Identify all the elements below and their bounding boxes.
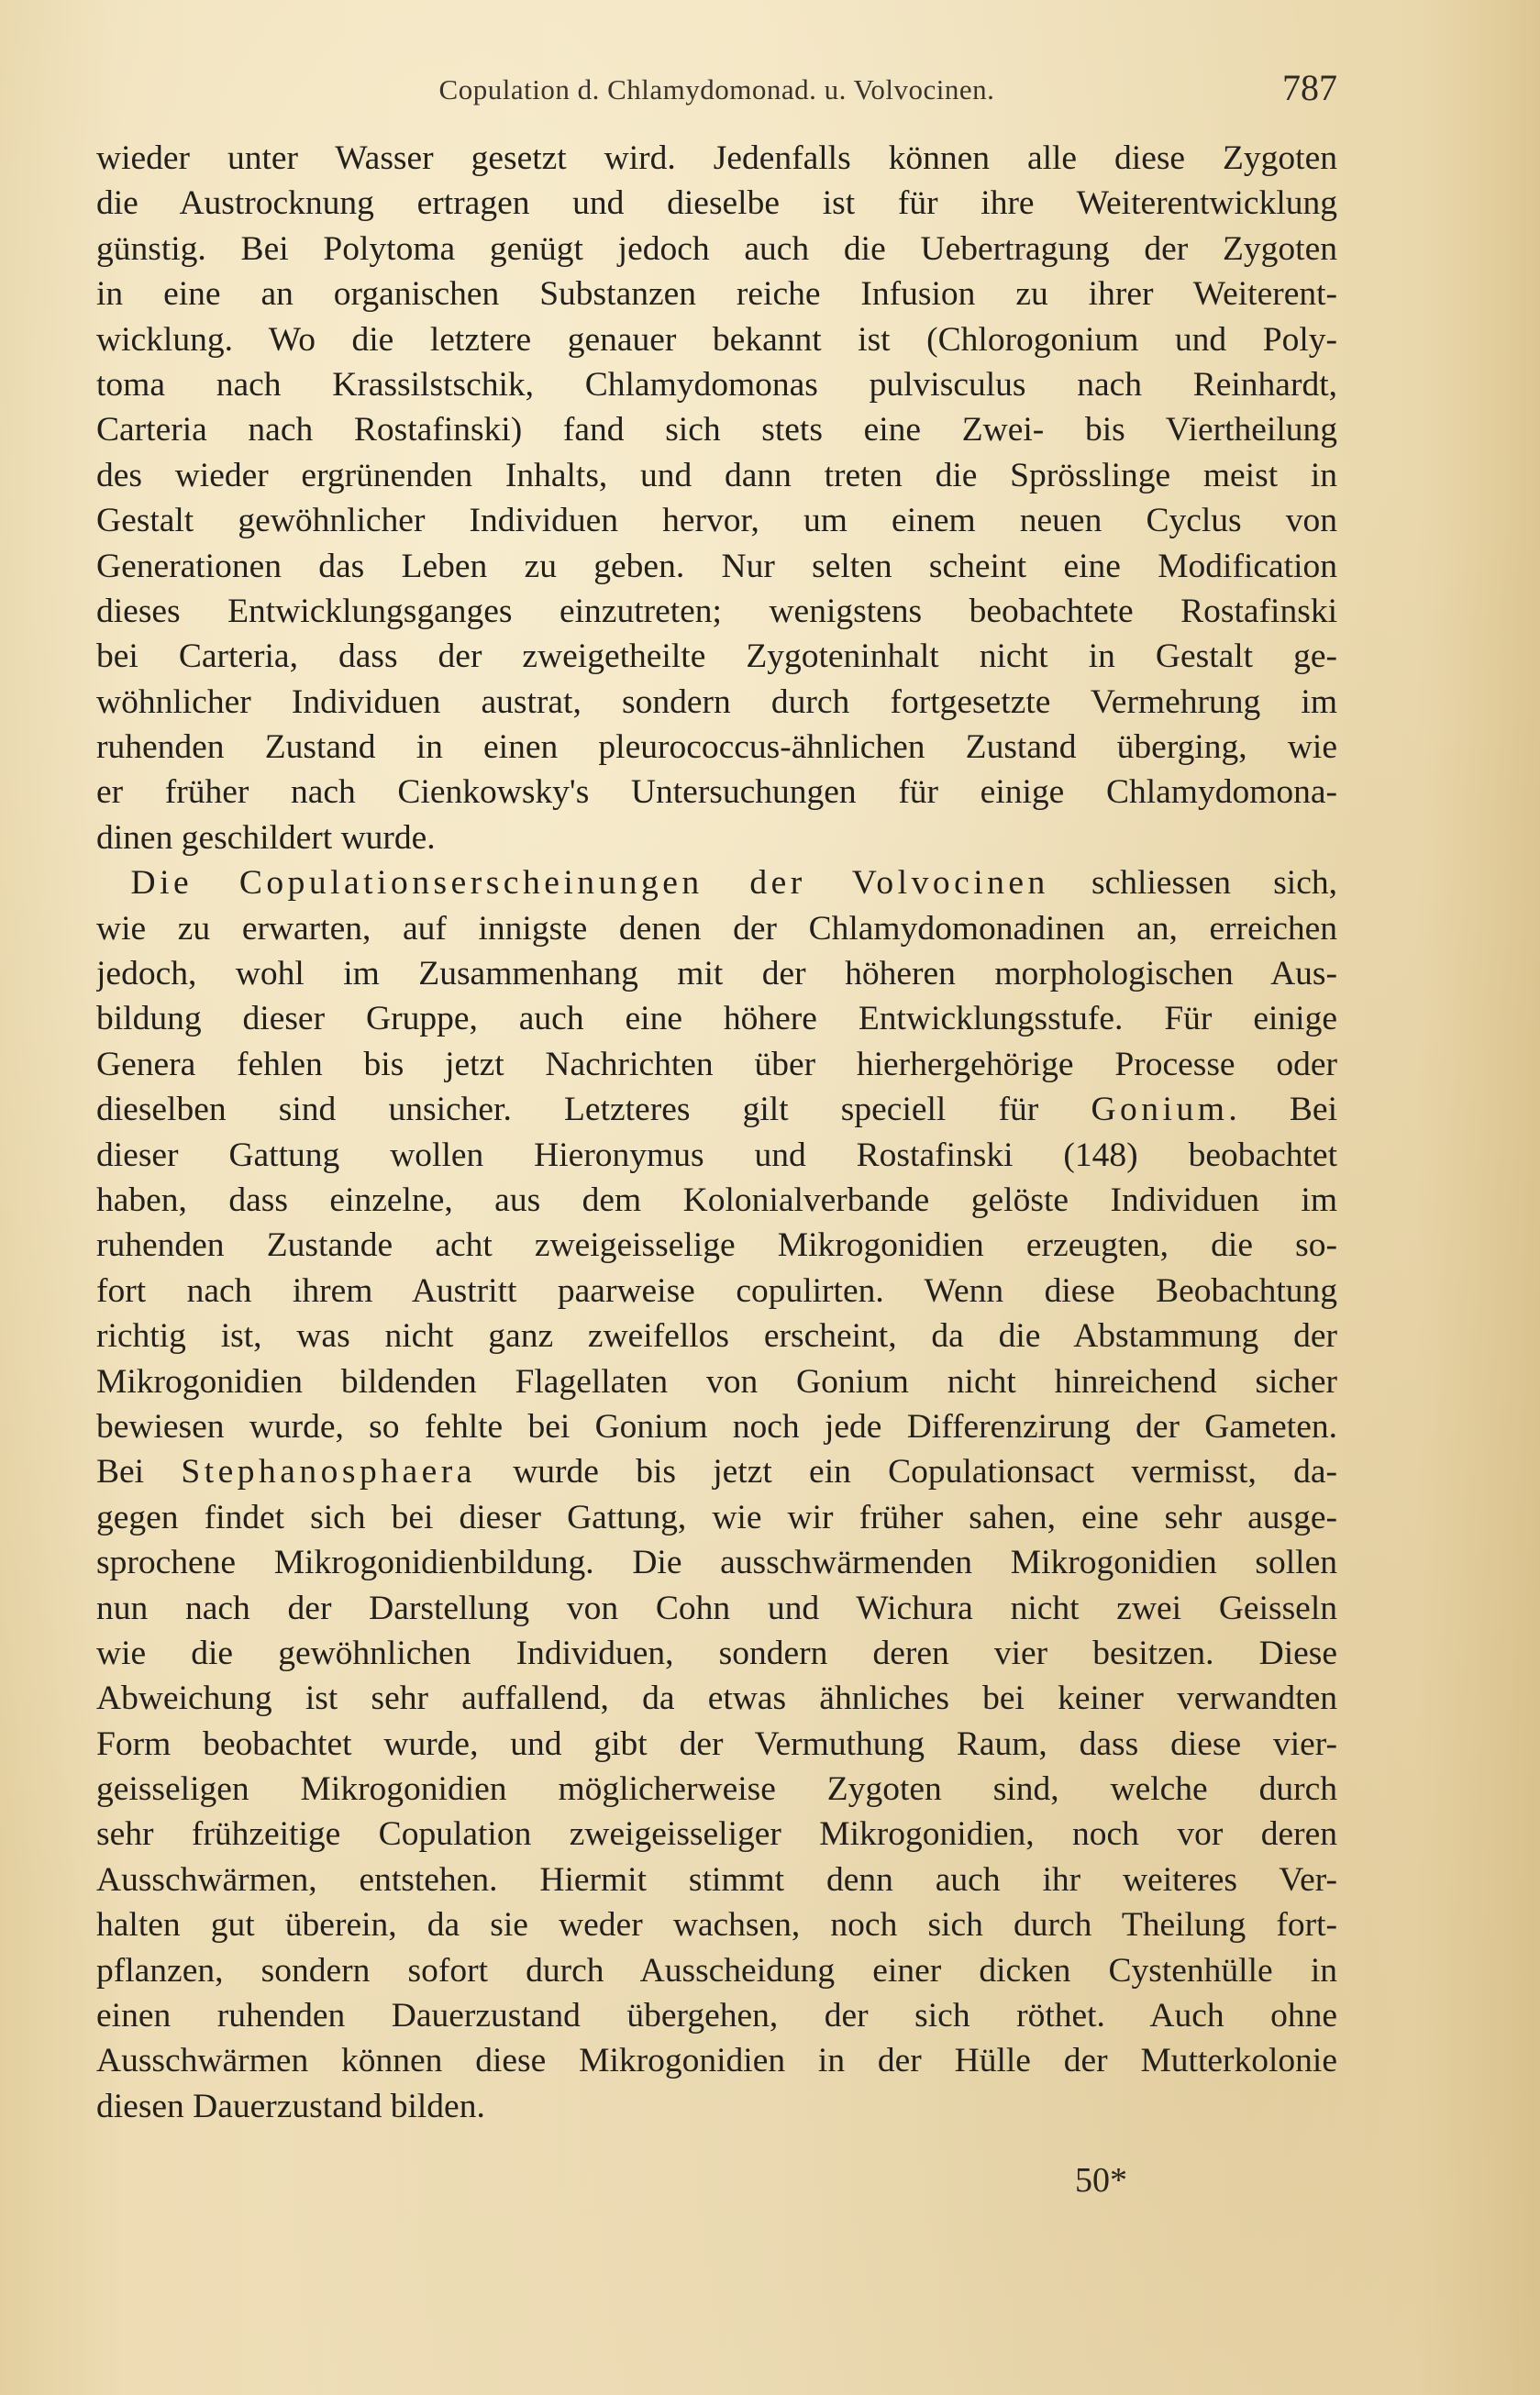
text-line: Ausschwärmen, entstehen. Hiermit stimmt denn auch ihr weiteres Ver- [96,1860,1337,1899]
text-line: dinen geschildert wurde. [96,818,436,857]
text-line: dieselben sind unsicher. Letzteres gilt speciell für Gonium. Bei [96,1091,1337,1129]
spaced-emphasis: Die Copulationserscheinungen der Volvocinen [130,864,1049,903]
text-line: wieder unter Wasser gesetzt wird. Jedenfalls können alle diese Zygoten [96,139,1337,177]
signature-mark: 50* [1075,2161,1127,2200]
text-line: nun nach der Darstellung von Cohn und Wichura nicht zwei Geisseln [96,1589,1337,1627]
text-line: diesen Dauerzustand bilden. [96,2087,485,2125]
text-line: richtig ist, was nicht ganz zweifellos erscheint, da die Abstammung der [96,1317,1337,1356]
text-line: Form beobachtet wurde, und gibt der Vermuthung Raum, dass diese vier- [96,1724,1337,1763]
text-line: gegen findet sich bei dieser Gattung, wie wir früher sahen, eine sehr ausge- [96,1498,1337,1536]
text-line: Mikrogonidien bildenden Flagellaten von Gonium nicht hinreichend sicher [96,1362,1337,1401]
text-line: Bei Stephanosphaera wurde bis jetzt ein Copulationsact vermisst, da- [96,1453,1337,1491]
text-line: einen ruhenden Dauerzustand übergehen, der sich röthet. Auch ohne [96,1997,1337,2035]
text-line: bei Carteria, dass der zweigetheilte Zygoteninhalt nicht in Gestalt ge- [96,638,1337,676]
text-line: günstig. Bei Polytoma genügt jedoch auch die Uebertragung der Zygoten [96,229,1337,268]
body-text [96,136,1337,2129]
text-line: halten gut überein, da sie weder wachsen, noch sich durch Theilung fort- [96,1906,1337,1945]
text-line: sprochene Mikrogonidienbildung. Die ausschwärmenden Mikrogonidien sollen [96,1544,1337,1582]
text-line: ruhenden Zustand in einen pleurococcus-ähnlichen Zustand überging, wie [96,728,1337,767]
text-line: des wieder ergrünenden Inhalts, und dann treten die Sprösslinge meist in [96,456,1337,494]
text-line: wöhnlicher Individuen austrat, sondern durch fortgesetzte Vermehrung im [96,682,1337,721]
text-line: in eine an organischen Substanzen reiche Infusion zu ihrer Weiterent- [96,275,1337,314]
text-line: pflanzen, sondern sofort durch Ausscheidung einer dicken Cystenhülle in [96,1951,1337,1990]
text-line: die Austrocknung ertragen und dieselbe ist für ihre Weiterentwicklung [96,184,1337,223]
text-line: dieser Gattung wollen Hieronymus und Rostafinski (148) beobachtet [96,1136,1337,1174]
text-line: toma nach Krassilstschik, Chlamydomonas pulvisculus nach Reinhardt, [96,365,1337,404]
text-line: bildung dieser Gruppe, auch eine höhere Entwicklungsstufe. Für einige [96,1000,1337,1038]
text-line: ruhenden Zustande acht zweigeisselige Mikrogonidien erzeugten, die so- [96,1226,1337,1265]
text-line: er früher nach Cienkowsky's Untersuchungen für einige Chlamydomona- [96,773,1337,812]
text-line: Ausschwärmen können diese Mikrogonidien in der Hülle der Mutterkolonie [96,2042,1337,2080]
text-line: Die Copulationserscheinungen der Volvocinen schliessen sich, [130,864,1337,903]
text-line: Carteria nach Rostafinski) fand sich stets eine Zwei- bis Viertheilung [96,411,1337,449]
genus-emphasis: Gonium [1091,1091,1229,1129]
text-line: Gestalt gewöhnlicher Individuen hervor, um einem neuen Cyclus von [96,502,1337,540]
text-line: wie die gewöhnlichen Individuen, sondern deren vier besitzen. Diese [96,1634,1337,1672]
text-line: wicklung. Wo die letztere genauer bekannt ist (Chlorogonium und Poly- [96,320,1337,359]
running-title: Copulation d. Chlamydomonad. u. Volvocinen. [438,73,995,105]
genus-emphasis: Stephanosphaera [181,1453,476,1491]
text-line: dieses Entwicklungsganges einzutreten; wenigstens beobachtete Rostafinski [96,592,1337,630]
text-line: Generationen das Leben zu geben. Nur selten scheint eine Modification [96,547,1337,585]
page-number: 787 [1282,67,1337,108]
text-line: sehr frühzeitige Copulation zweigeisseliger Mikrogonidien, noch vor deren [96,1815,1337,1854]
text-line: fort nach ihrem Austritt paarweise copulirten. Wenn diese Beobachtung [96,1271,1337,1310]
text-line: haben, dass einzelne, aus dem Kolonialverbande gelöste Individuen im [96,1181,1337,1219]
page-header [96,66,1337,121]
text-line: Genera fehlen bis jetzt Nachrichten über hierhergehörige Processe oder [96,1045,1337,1083]
text-line: geisseligen Mikrogonidien möglicherweise Zygoten sind, welche durch [96,1770,1337,1809]
text-line: Abweichung ist sehr auffallend, da etwas ähnliches bei keiner verwandten [96,1680,1337,1718]
text-line: wie zu erwarten, auf innigste denen der Chlamydomonadinen an, erreichen [96,909,1337,948]
text-line: bewiesen wurde, so fehlte bei Gonium noch jede Differenzirung der Gameten. [96,1407,1337,1446]
text-line: jedoch, wohl im Zusammenhang mit der höheren morphologischen Aus- [96,955,1337,993]
